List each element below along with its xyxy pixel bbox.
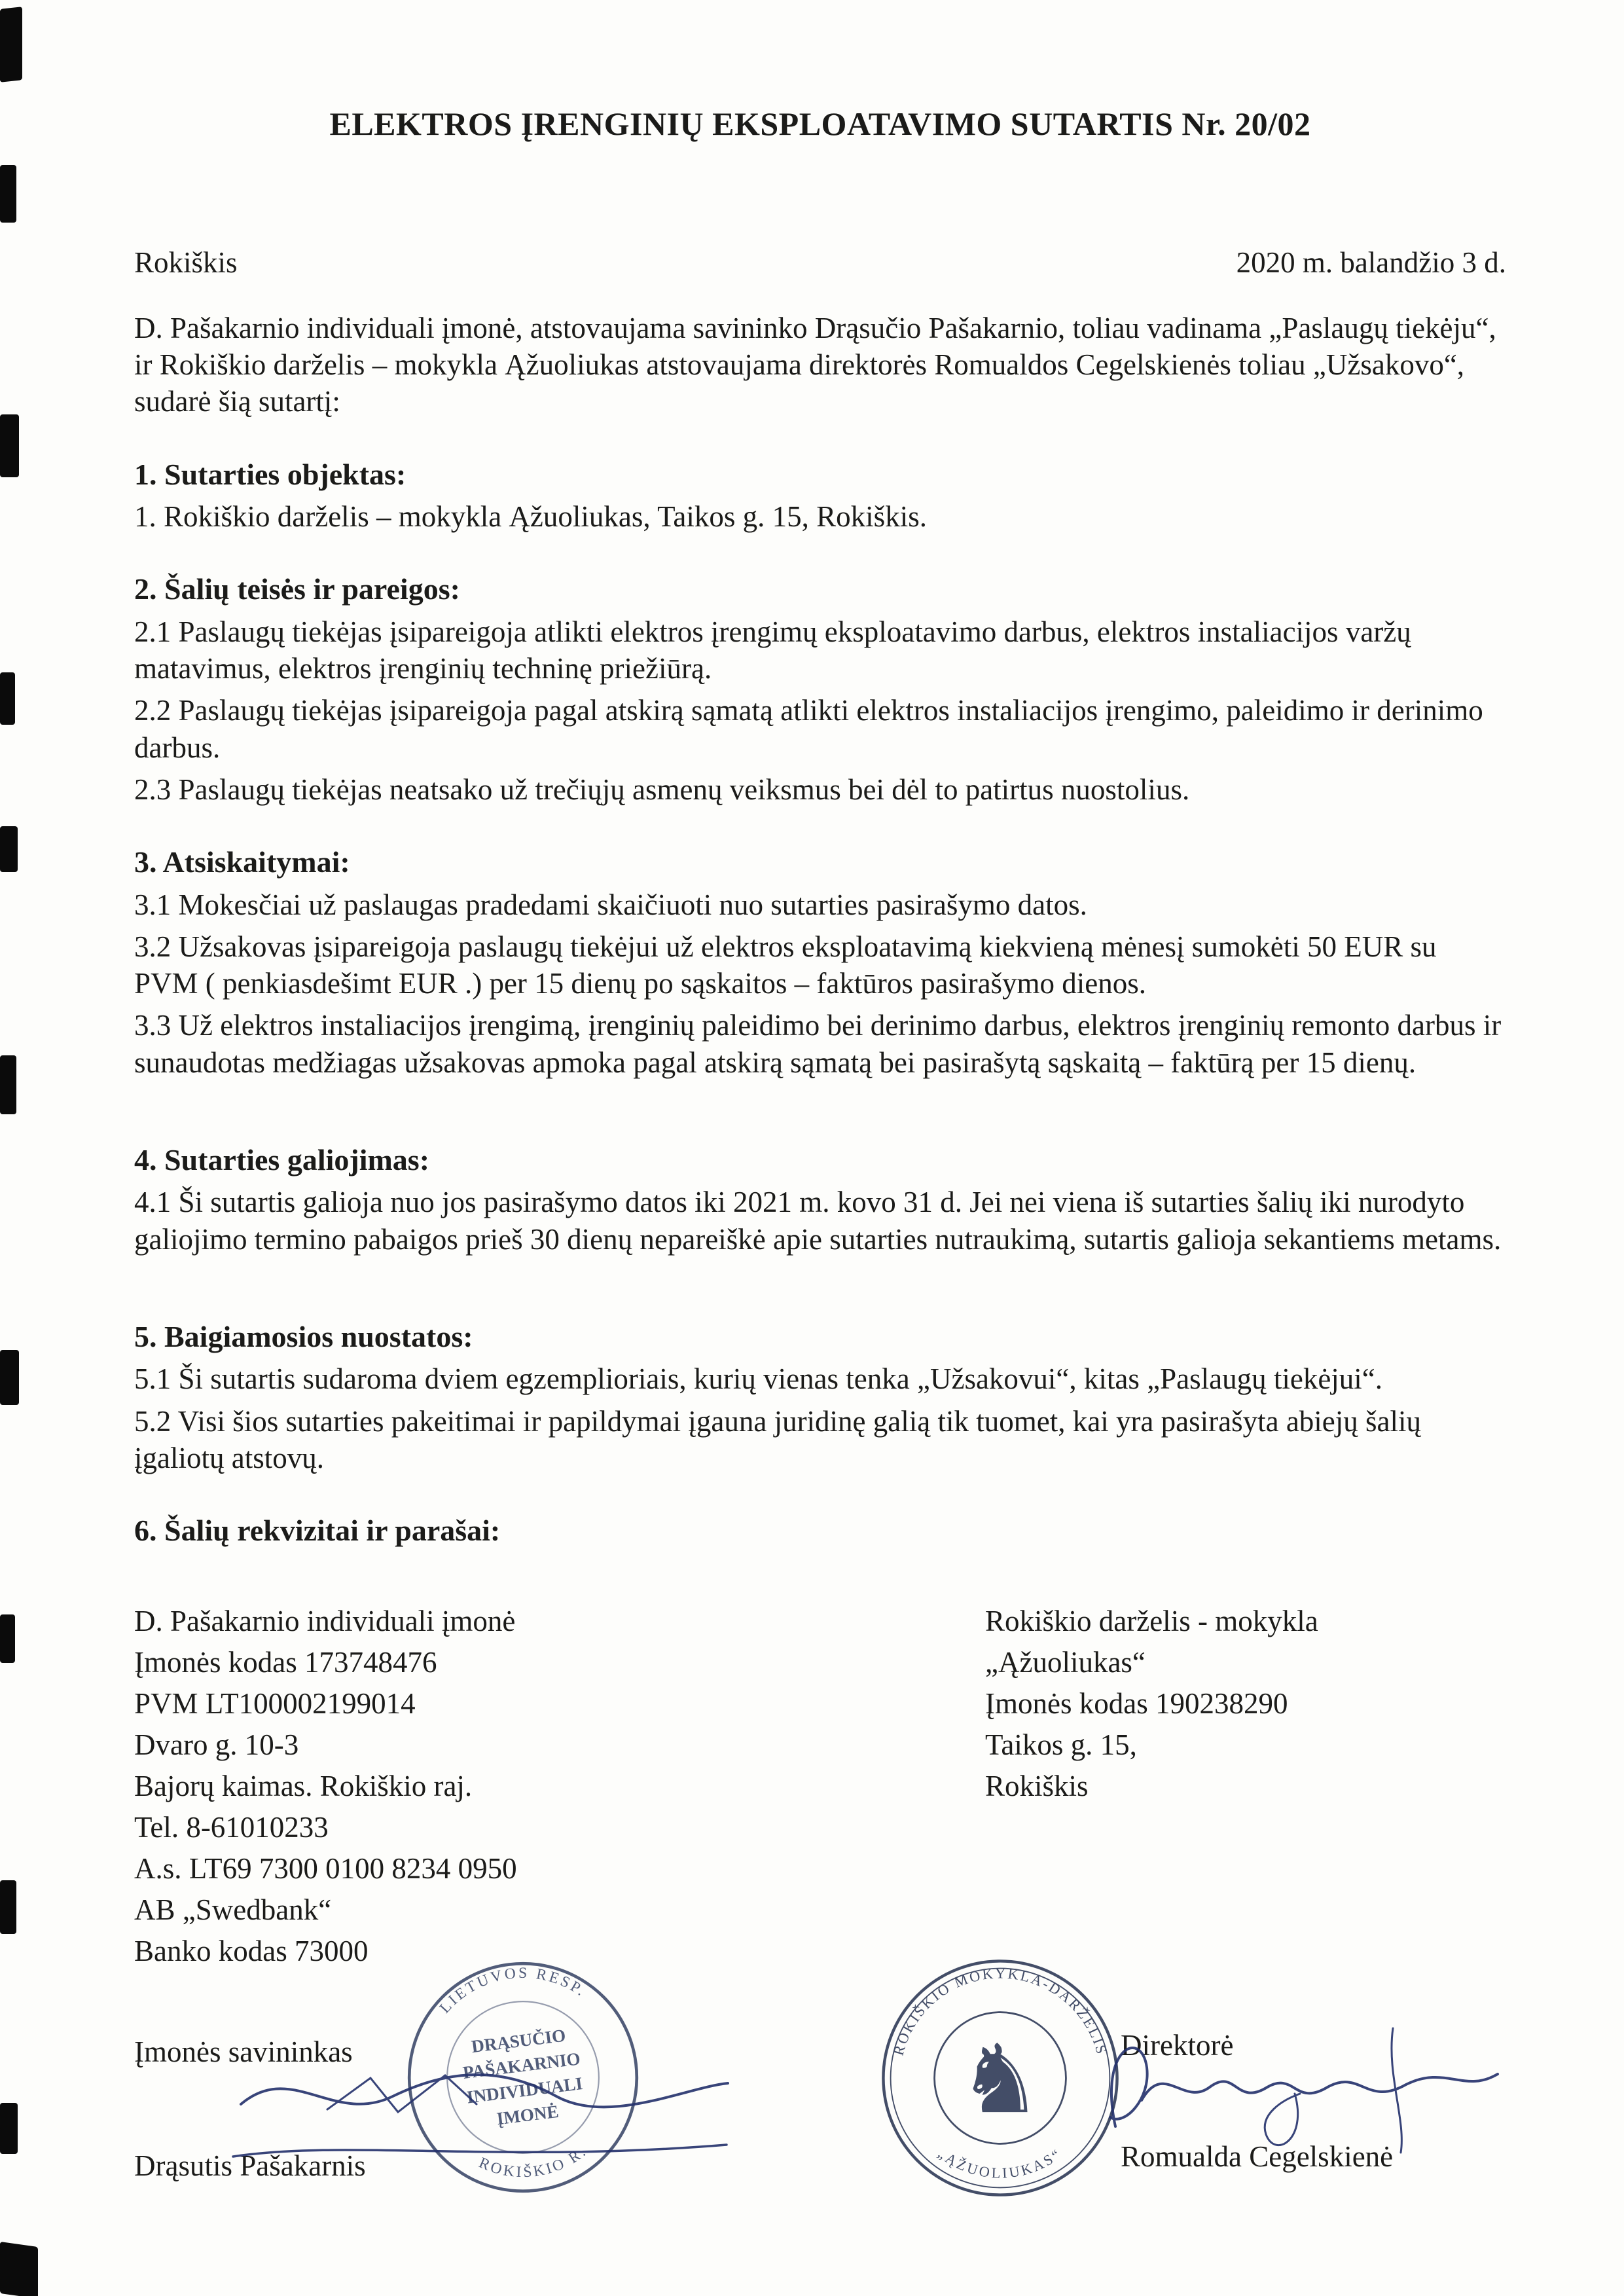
document-title: ELEKTROS ĮRENGINIŲ EKSPLOATAVIMO SUTARTIS Nr. 20/02 [329,105,1311,142]
stamp-left-center-line: DRĄSUČIO [470,2025,567,2057]
provider-line: PVM LT100002199014 [134,1686,416,1720]
stamp-left-center-line: INDIVIDUALI [465,2073,584,2107]
clause-5-2: 5.2 Visi šios sutarties pakeitimai ir papildymai įgauna juridinę galią tik tuomet, kai yra pasirašyta abiejų šalių įgaliotų atstovų. [134,1404,1422,1474]
provider-line: D. Pašakarnio individuali įmonė [134,1604,516,1637]
clause-4-1: 4.1 Ši sutartis galioja nuo jos pasirašymo datos iki 2021 m. kovo 31 d. Jei nei viena iš sutarties šalių iki nurodyto galiojimo termino pabaigos prieš 30 dienų nepareiškė apie sutarties nutraukimą, sutartis galioja sekantiems metams. [134,1186,1502,1256]
stamp-right-arc-top: ROKIŠKIO MOKYKLA-DARŽELIS [890,1965,1111,2058]
stamp-left-arc-bottom: ROKIŠKIO R. [476,2142,591,2181]
scan-artifact [0,2242,38,2296]
provider-line: Bajorų kaimas. Rokiškio raj. [134,1769,473,1802]
client-line: Įmonės kodas 190238290 [985,1686,1288,1720]
provider-line: Dvaro g. 10-3 [134,1728,299,1761]
place-date-row [134,244,1506,281]
owner-signature-stroke [229,2041,740,2179]
client-requisites [985,1601,1506,1972]
stamp-right-arc-bottom: „ĄŽUOLIUKAS“ [935,2145,1066,2181]
clause-5-1: 5.1 Ši sutartis sudaroma dviem egzemplioriais, kurių vienas tenka „Užsakovui“, kitas „Paslaugų tiekėjui“. [134,1362,1383,1396]
provider-line: Banko kodas 73000 [134,1934,369,1967]
provider-requisites [134,1601,985,1972]
director-role-label: Direktorė [1121,2029,1234,2062]
clause-3-2: 3.2 Užsakovas įsipareigoja paslaugų tiekėjui už elektros eksploatavimą kiekvieną mėnesį sumokėti 50 EUR su PVM ( penkiasdešimt EUR .) per 15 dienų po sąskaitos – faktūros pasirašymo dienos. [134,930,1437,1000]
clause-3-3: 3.3 Už elektros instaliacijos įrengimą, įrenginių paleidimo bei derinimo darbus, elektros įrenginių remonto darbus ir sunaudotas medžiagas užsakovas apmoka pagal atskirą sąmatą bei pasirašytą sąskaitą – faktūrą per 15 dienų. [134,1009,1502,1079]
owner-role-label: Įmonės savininkas [134,2035,353,2068]
section-1-heading: 1. Sutarties objektas: [134,457,406,491]
section-2-heading: 2. Šalių teisės ir pareigos: [134,572,460,606]
clause-2-3: 2.3 Paslaugų tiekėjas neatsako už trečiųjų asmenų veiksmus bei dėl to patirtus nuostolius. [134,773,1190,806]
owner-name-label: Drąsutis Pašakarnis [134,2149,366,2182]
place-label: Rokiškis [134,246,238,279]
date-label: 2020 m. balandžio 3 d. [1236,246,1506,279]
provider-line: Įmonės kodas 173748476 [134,1645,437,1679]
section-4-heading: 4. Sutarties galiojimas: [134,1142,430,1176]
clause-3-1: 3.1 Mokesčiai už paslaugas pradedami skaičiuoti nuo sutarties pasirašymo datos. [134,888,1087,921]
section-3-heading: 3. Atsiskaitymai: [134,845,350,879]
clause-2-1: 2.1 Paslaugų tiekėjas įsipareigoja atlikti elektros įrengimų eksploatavimo darbus, elektros instaliacijos varžų matavimus, elektros įrenginių techninę priežiūrą. [134,615,1411,685]
stamp-left-center-line: PAŠAKARNIO [461,2049,582,2083]
client-line: Rokiškio darželis - mokykla [985,1604,1318,1637]
svg-text:„ĄŽUOLIUKAS“ [935,2145,1066,2181]
client-line: „Ąžuoliukas“ [985,1645,1146,1679]
clause-2-2: 2.2 Paslaugų tiekėjas įsipareigoja pagal atskirą sąmatą atlikti elektros instaliacijos įrengimo, paleidimo ir derinimo darbus. [134,694,1483,764]
director-signature-stroke [1079,1989,1511,2185]
provider-line: AB „Swedbank“ [134,1893,332,1926]
vytis-knight-emblem-icon: ♞ [957,2024,1043,2136]
stamp-left-center-line: ĮMONĖ [496,2101,560,2129]
parties-requisites [134,1601,1506,1972]
clause-1-1: 1. Rokiškio darželis – mokykla Ąžuoliukas, Taikos g. 15, Rokiškis. [134,500,927,533]
client-line: Taikos g. 15, [985,1728,1137,1761]
client-line: Rokiškis [985,1769,1089,1802]
provider-line: A.s. LT69 7300 0100 8234 0950 [134,1851,517,1885]
section-6-heading: 6. Šalių rekvizitai ir parašai: [134,1514,501,1547]
stamp-left-arc-top: LIETUVOS RESP. [436,1964,590,2017]
director-name-label: Romualda Cegelskienė [1121,2140,1394,2173]
section-5-heading: 5. Baigiamosios nuostatos: [134,1319,473,1353]
intro-paragraph: D. Pašakarnio individuali įmonė, atstovaujama savininko Drąsučio Pašakarnio, toliau vadinama „Paslaugų tiekėju“, ir Rokiškio darželis – mokykla Ąžuoliukas atstovaujama direktorės Romualdos Cegelskienės toliau „Užsakovo“, sudarė šią sutartį: [134,311,1496,418]
scan-artifact [0,2103,18,2154]
provider-line: Tel. 8-61010233 [134,1810,329,1844]
